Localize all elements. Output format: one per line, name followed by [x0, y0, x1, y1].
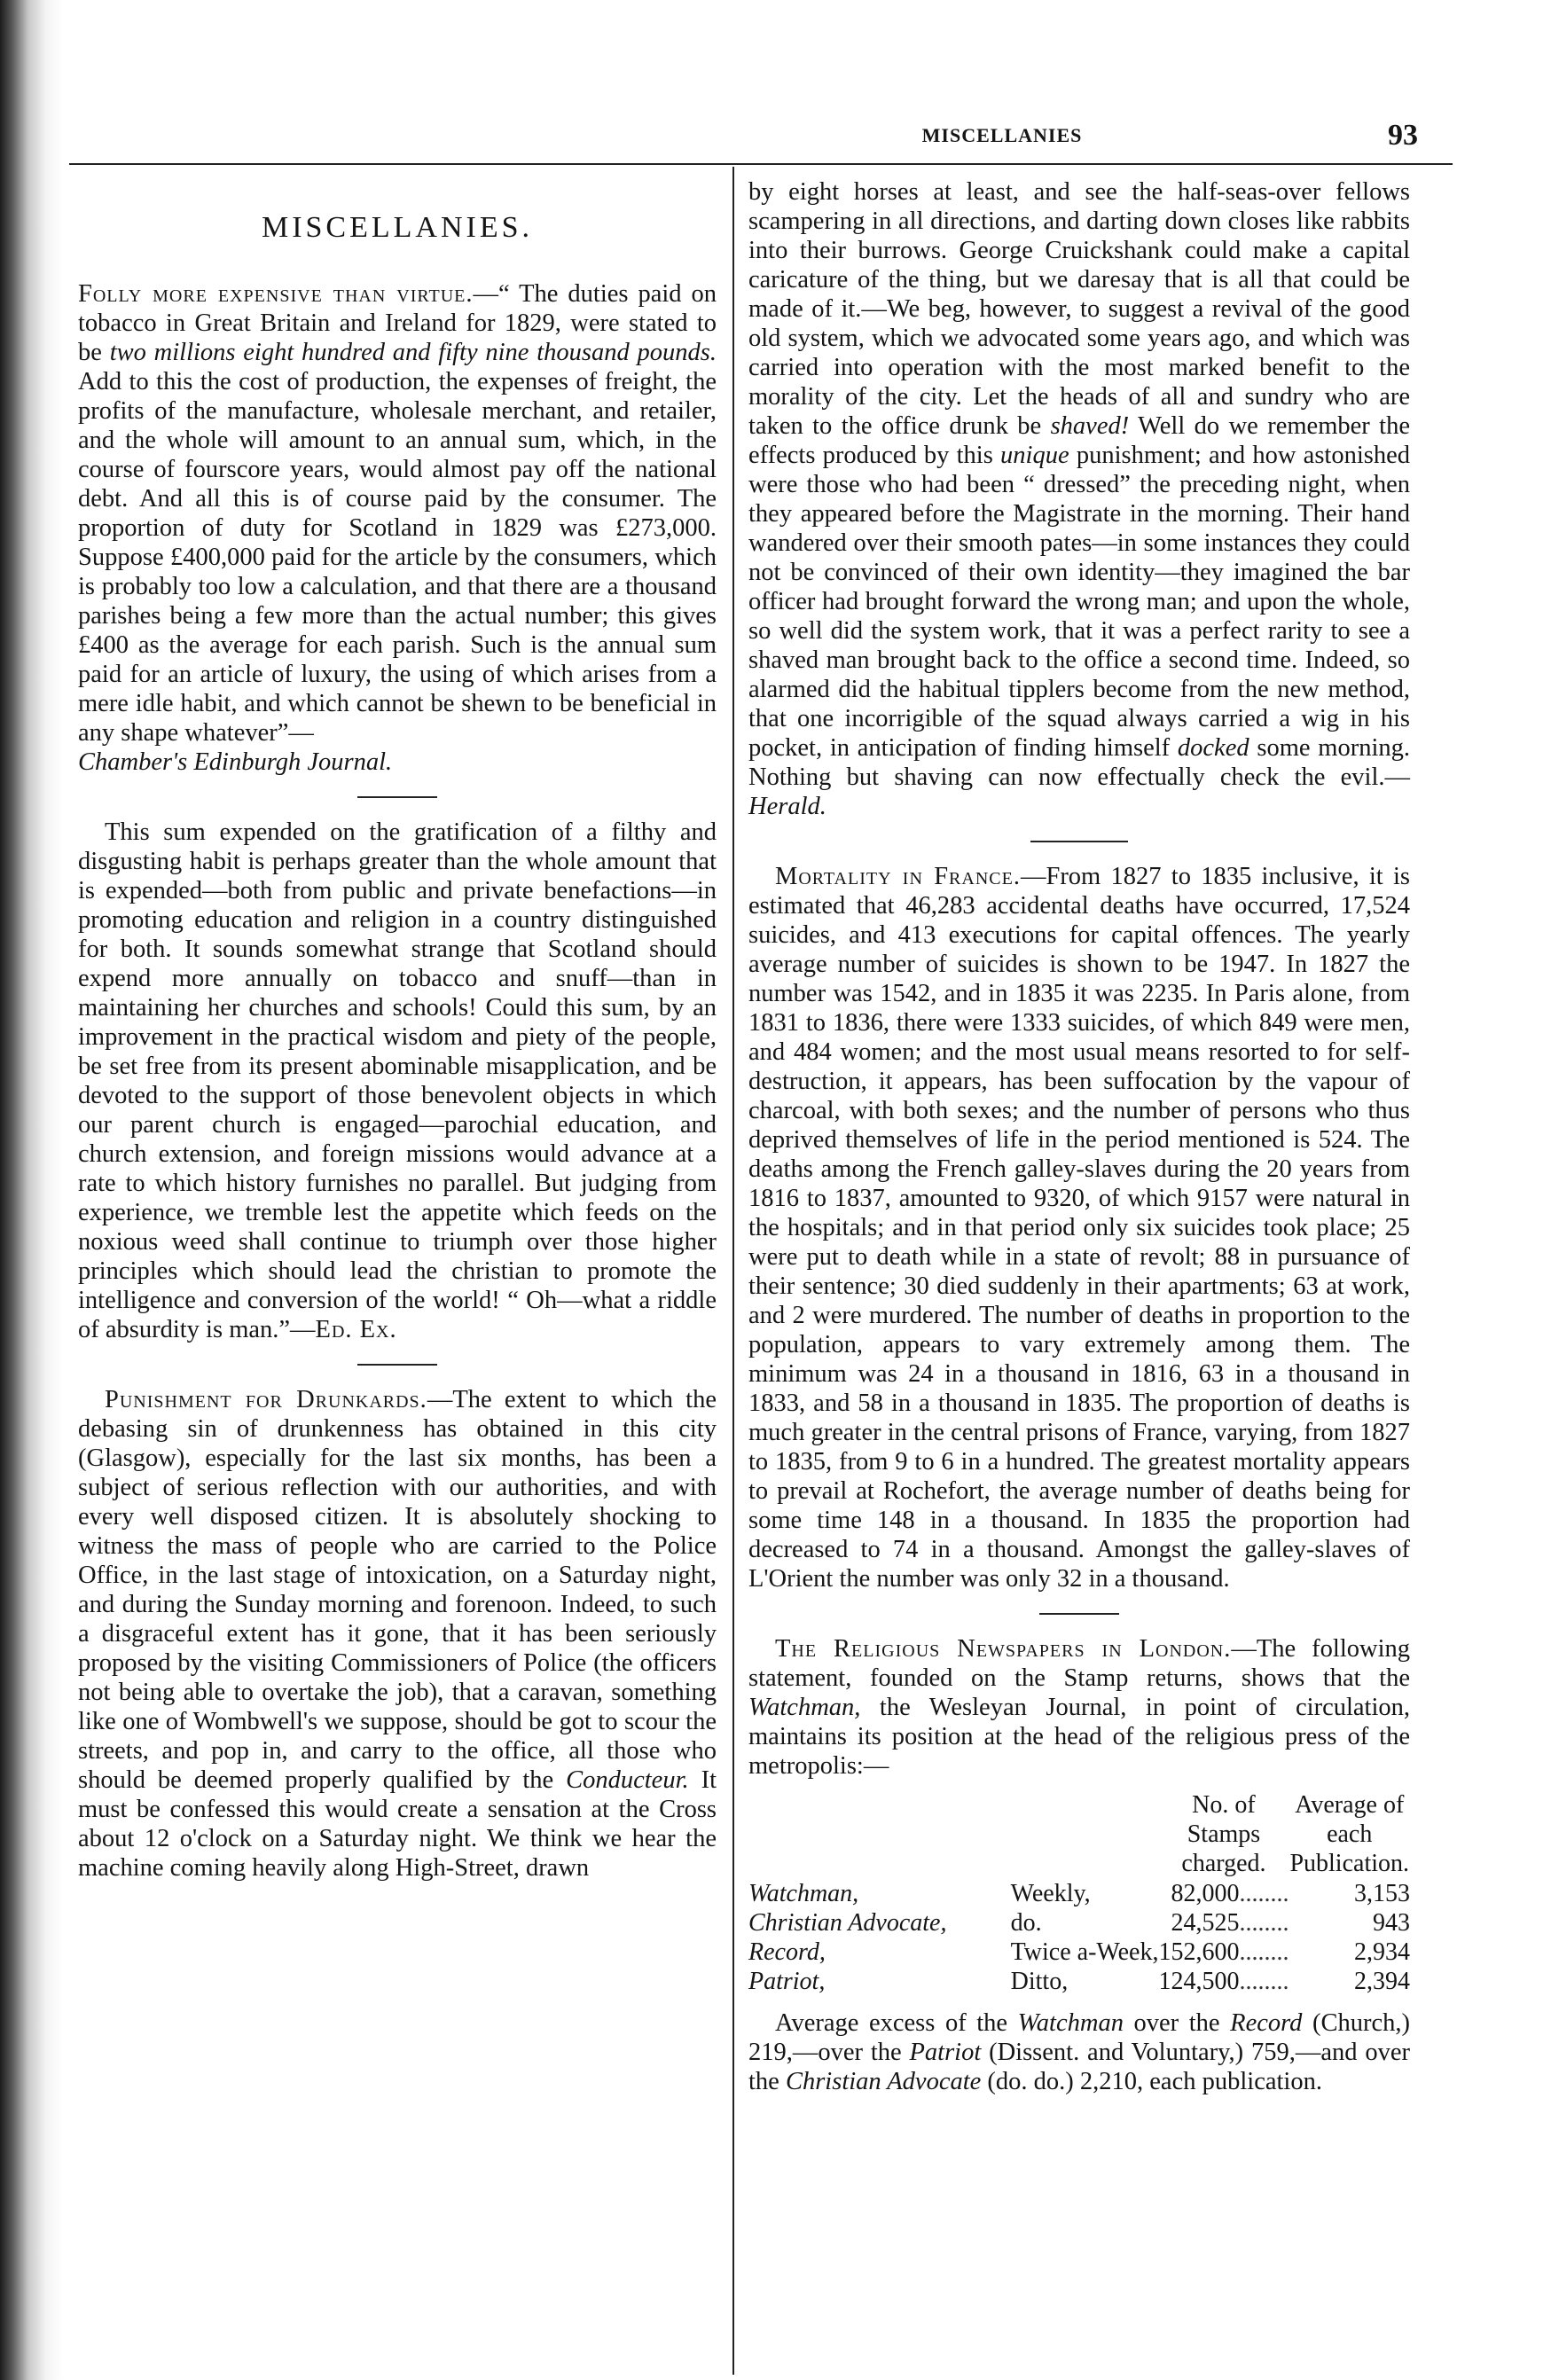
stamps-table	[748, 1789, 1410, 1996]
stamps-cell	[1158, 1967, 1289, 1996]
emphasis-text: Watchman	[1017, 2009, 1124, 2037]
emphasis-text: Conducteur.	[566, 1766, 689, 1794]
column-divider	[732, 167, 734, 2375]
article-separator	[1030, 841, 1128, 842]
article-drunkards-continued	[748, 177, 1410, 821]
article-heading: The Religious Newspapers in London.	[775, 1635, 1232, 1663]
article-drunkards	[78, 1385, 717, 1883]
stamps-value: 152,600	[1158, 1938, 1240, 1966]
article-separator	[357, 796, 437, 798]
emphasis-text: docked	[1177, 734, 1249, 762]
frequency-cell: Twice a-Week,	[1010, 1938, 1159, 1966]
table-row	[748, 1938, 1410, 1967]
article-newspapers	[748, 1634, 1410, 1781]
frequency-cell: Ditto,	[1010, 1968, 1069, 1995]
right-column	[748, 177, 1410, 2096]
article-text: (Dissent. and Voluntary,) 759,—and over the	[748, 2039, 1410, 2095]
average-cell: 943	[1373, 1909, 1410, 1937]
stamps-cell	[1158, 1938, 1289, 1967]
emphasis-text: Christian Advocate	[785, 2068, 982, 2095]
section-title: MISCELLANIES.	[261, 211, 534, 244]
average-cell: 3,153	[1354, 1880, 1410, 1907]
emphasis-text: Watchman,	[748, 1694, 861, 1721]
table-row	[748, 1967, 1410, 1996]
article-editorial	[78, 818, 717, 1344]
leader-dots: ........	[1239, 1938, 1289, 1966]
column-header-stamps: No. of Stamps charged.	[1181, 1791, 1266, 1877]
article-source: Herald.	[748, 793, 826, 820]
header-rule	[69, 163, 1453, 165]
article-text: some morning. Nothing but shaving can now effectually check the evil.—	[748, 734, 1410, 791]
binding-shadow	[0, 0, 64, 2380]
page-number: 93	[1388, 119, 1418, 152]
emphasis-text: Patriot	[909, 2039, 982, 2066]
article-text: This sum expended on the gratification of a filthy and disgusting habit is perhaps greater than the whole amount that is expended—both from public and private benefactions—in promoting education and religion in a country distinguished for both. It sounds somewhat strange that Scotland should expend more annually on tobacco and snuff—than in maintaining her churches and schools! Could this sum, by an improvement in the practical wisdom and piety of the people, be set free from its present abominable misapplication, and be devoted to the support of those benevolent objects in which our parent church is engaged—parochial education, and church extension, and foreign missions would advance at a rate to which history furnishes no parallel. But judging from experience, we tremble lest the appetite which feeds on the noxious weed shall continue to triumph over those higher principles which should lead the christian to promote the intelligence and conversion of the world! “ Oh—what a riddle of absurdity is man.”—	[78, 818, 717, 1343]
frequency-cell: do.	[1010, 1909, 1042, 1937]
emphasis-text: shaved!	[1050, 412, 1130, 440]
editorial-signature: Ed. Ex.	[315, 1316, 397, 1343]
article-separator	[357, 1364, 437, 1366]
running-title: MISCELLANIES	[921, 124, 1083, 146]
article-text: the Wesleyan Journal, in point of circulation, maintains its position at the head of the religious press of the metropolis:—	[748, 1694, 1410, 1780]
article-text: —The following statement, founded on the Stamp returns, shows that the	[748, 1635, 1410, 1692]
paper-name-cell: Patriot,	[748, 1968, 826, 1995]
article-text: (Church,) 219,—over the	[748, 2009, 1410, 2066]
stamps-table-body	[748, 1879, 1410, 1996]
article-text: Average excess of the	[775, 2009, 1018, 2037]
article-text: It must be confessed this would create a sensation at the Cross about 12 o'clock on a Saturday night. We think we hear the machine coming heavily along High-Street, drawn	[78, 1766, 717, 1882]
paper-name-cell: Christian Advocate,	[748, 1909, 947, 1937]
article-separator	[1039, 1613, 1119, 1615]
leader-dots: ........	[1239, 1968, 1289, 1995]
stamps-value: 82,000	[1171, 1880, 1240, 1907]
table-header-row	[748, 1789, 1410, 1879]
stamps-cell	[1158, 1908, 1289, 1938]
stamps-cell	[1158, 1879, 1289, 1908]
paper-name-cell: Record,	[748, 1938, 826, 1966]
paper-name-cell: Watchman,	[748, 1880, 859, 1907]
emphasis-text: two millions eight hundred and fifty nine thousand pounds.	[109, 339, 717, 366]
article-mortality	[748, 862, 1410, 1593]
column-header-average: Average of each Publication.	[1289, 1791, 1409, 1877]
article-text: (do. do.) 2,210, each publication.	[981, 2068, 1322, 2095]
frequency-cell: Weekly,	[1010, 1880, 1091, 1907]
left-column	[78, 177, 717, 1883]
stamps-value: 124,500	[1158, 1968, 1240, 1995]
table-row	[748, 1908, 1410, 1938]
article-text: —The extent to which the debasing sin of drunkenness has obtained in this city (Glasgow), especially for the last six months, has been a subject of serious reflection with our authorities, and with every well disposed citizen. It is absolutely shocking to witness the mass of people who are carried to the Police Office, in the last stage of intoxication, on a Saturday night, and during the Sunday morning and forenoon. Indeed, to such a disgraceful extent has it gone, that it has been seriously proposed by the visiting Commissioners of Police (the officers not being able to overtake the job), that a caravan, something like one of Wombwell's we suppose, should be got to scour the streets, and pop in, and carry to the office, all those who should be deemed properly qualified by the	[78, 1386, 717, 1794]
newspapers-summary	[748, 2008, 1410, 2096]
article-tobacco	[78, 279, 717, 777]
average-cell: 2,934	[1354, 1938, 1410, 1966]
emphasis-text: Record	[1230, 2009, 1303, 2037]
table-row	[748, 1879, 1410, 1908]
article-text: —“ The duties paid on tobacco in Great Britain and Ireland for 1829, were stated to be	[78, 280, 717, 366]
emphasis-text: unique	[1000, 442, 1069, 469]
leader-dots: ........	[1239, 1880, 1289, 1907]
article-heading: Folly more expensive than virtue.	[78, 280, 474, 308]
article-text: by eight horses at least, and see the half-seas-over fellows scampering in all directions, and darting down closes like rabbits into their burrows. George Cruickshank could make a capital caricature of the thing, but we daresay that is all that could be made of it.—We beg, however, to suggest a revival of the good old system, which we advocated some years ago, and which was carried into operation with the most marked benefit to the morality of the city. Let the heads of all and sundry who are taken to the office drunk be	[748, 178, 1410, 440]
article-source: Chamber's Edinburgh Journal.	[78, 748, 393, 776]
article-text: Add to this the cost of production, the expenses of freight, the profits of the manufacture, wholesale merchant, and retailer, and the whole will amount to an annual sum, which, in the course of fourscore years, would almost pay off the national debt. And all this is of course paid by the consumer. The proportion of duty for Scotland in 1829 was £273,000. Suppose £400,000 paid for the article by the consumers, which is probably too low a calculation, and that there are a thousand parishes being a few more than the actual number; this gives £400 as the average for each parish. Such is the annual sum paid for an article of luxury, the using of which arises from a mere idle habit, and which cannot be shewn to be beneficial in any shape whatever”—	[78, 368, 717, 747]
article-heading: Punishment for Drunkards.	[105, 1386, 427, 1413]
article-text: —From 1827 to 1835 inclusive, it is estimated that 46,283 accidental deaths have occurred, 17,524 suicides, and 413 executions for capital offences. The yearly average number of suicides is shown to be 1947. In 1827 the number was 1542, and in 1835 it was 2235. In Paris alone, from 1831 to 1836, there were 1333 suicides, of which 849 were men, and 484 women; and the most usual means resorted to for self-destruction, it appears, has been suffocation by the vapour of charcoal, with both sexes; and the number of persons who thus deprived themselves of life in the period mentioned is 524. The deaths among the French galley-slaves during the 20 years from 1816 to 1837, amounted to 9320, of which 9157 were natural in the hospitals; and in that period only six suicides took place; 25 were put to death while in a state of revolt; 88 in pursuance of their sentence; 30 died suddenly in their apartments; 63 at work, and 2 were murdered. The number of deaths in proportion to the population, appears to vary extremely among them. The minimum was 24 in a thousand in 1816, 63 in a thousand in 1833, and 58 in a thousand in 1835. The proportion of deaths is much greater in the central prisons of France, varying, from 1827 to 1835, from 9 to 6 in a hundred. The greatest mortality appears to prevail at Rochefort, the average number of deaths being for some time 148 in a thousand. In 1835 the proportion had decreased to 74 in a thousand. Amongst the galley-slaves of L'Orient the number was only 32 in a thousand.	[748, 863, 1410, 1593]
leader-dots: ........	[1239, 1909, 1289, 1937]
article-text: Well do we remember the effects produced by this	[748, 412, 1410, 469]
article-heading: Mortality in France.	[775, 863, 1021, 890]
stamps-value: 24,525	[1171, 1909, 1240, 1937]
average-cell: 2,394	[1354, 1968, 1410, 1995]
article-text: punishment; and how astonished were those who had been “ dressed” the preceding night, when they appeared before the Magistrate in the morning. Their hand wandered over their smooth pates—in some instances they could not be convinced of their own identity—they imagined the bar officer had brought forward the wrong man; and upon the whole, so well did the system work, that it was a perfect rarity to see a shaved man brought back to the office a second time. Indeed, so alarmed did the habitual tipplers become from the new method, that one incorrigible of the squad always carried a wig in his pocket, in anticipation of finding himself	[748, 442, 1410, 762]
article-text: over the	[1123, 2009, 1231, 2037]
